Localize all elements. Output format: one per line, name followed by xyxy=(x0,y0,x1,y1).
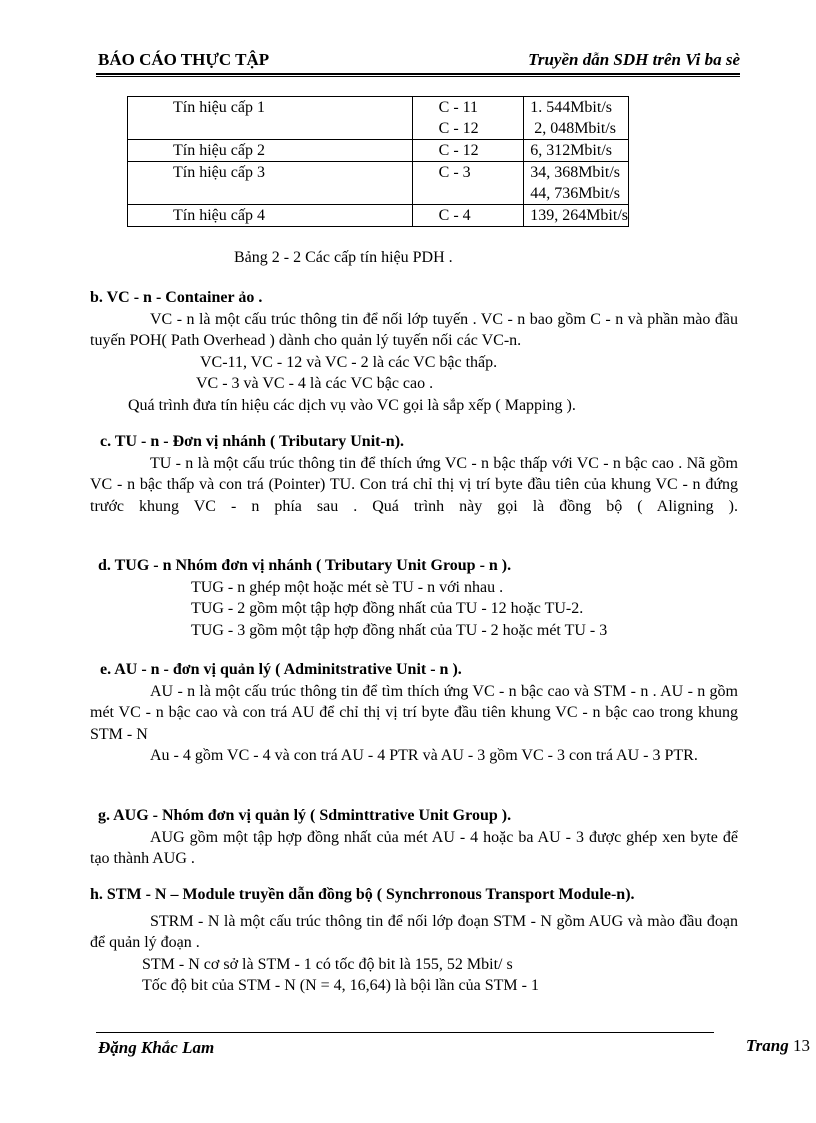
section-b xyxy=(90,287,738,416)
table-row xyxy=(128,162,629,205)
section-d-line-3: TUG - 3 gồm một tập hợp đồng nhất của TU - 2 hoặc mét TU - 3 xyxy=(191,621,608,639)
section-d-line-2: TUG - 2 gồm một tập hợp đồng nhất của TU - 12 hoặc TU-2. xyxy=(191,600,584,617)
table-caption: Bảng 2 - 2 Các cấp tín hiệu PDH . xyxy=(234,249,453,266)
level-cell: Tín hiệu cấp 4 xyxy=(128,205,413,227)
section-g xyxy=(90,805,738,870)
header-right-title: Truyền dẫn SDH trên Vi ba sè xyxy=(528,50,740,69)
section-h xyxy=(90,884,738,997)
section-h-line-2: Tốc độ bit của STM - N (N = 4, 16,64) là bội lần của STM - 1 xyxy=(142,977,539,994)
section-d-line-1: TUG - n ghép một hoặc mét sè TU - n với nhau . xyxy=(191,578,504,596)
section-c-paragraph: TU - n là một cấu trúc thông tin để thích ứng VC - n bậc thấp với VC - n bậc cao . Nã gồm VC - n bậc thấp và con trá (Pointer) TU. Con trá chỉ thị vị trí byte đầu tiên của khung VC - n đứng trước khung VC - n phía sau . Quá trình này gọi là đồng bộ ( Aligning ). xyxy=(90,454,738,515)
section-e-paragraph-1: AU - n là một cấu trúc thông tin để tìm thích ứng VC - n bậc cao và STM - n . AU - n gồm mét VC - n bậc cao và con trá AU để chỉ thị vị trí byte đầu tiên khung VC - n bậc cao trong khung STM - N xyxy=(90,682,738,743)
header-rule-thin xyxy=(96,76,740,77)
section-e xyxy=(90,659,738,767)
section-c xyxy=(90,431,738,517)
footer-page-number: 13 xyxy=(793,1036,810,1055)
section-c-title: c. TU - n - Đơn vị nhánh ( Tributary Unit-n). xyxy=(100,433,405,450)
footer-page-label: Trang xyxy=(745,1036,789,1055)
section-b-line-1: VC-11, VC - 12 và VC - 2 là các VC bậc thấp. xyxy=(200,353,498,371)
header-rule xyxy=(96,73,740,75)
footer-author: Đặng Khắc Lam xyxy=(98,1038,215,1057)
rate-cell: 1. 544Mbit/s 2, 048Mbit/s xyxy=(524,97,629,140)
container-cell: C - 3 xyxy=(412,162,524,205)
section-h-title: h. STM - N – Module truyền dẫn đồng bộ ( Synchrronous Transport Module-n). xyxy=(90,886,635,903)
section-g-paragraph: AUG gồm một tập hợp đồng nhất của mét AU - 4 hoặc ba AU - 3 được ghép xen byte để tạo thành AUG . xyxy=(90,828,738,867)
section-b-line-2: VC - 3 và VC - 4 là các VC bậc cao . xyxy=(196,375,434,392)
container-cell: C - 12 xyxy=(412,140,524,162)
section-d xyxy=(90,555,738,641)
section-g-title: g. AUG - Nhóm đơn vị quản lý ( Sdminttrative Unit Group ). xyxy=(98,807,512,824)
section-h-line-1: STM - N cơ sở là STM - 1 có tốc độ bit là 155, 52 Mbit/ s xyxy=(142,955,513,973)
section-b-line-3: Quá trình đưa tín hiệu các dịch vụ vào VC gọi là sắp xếp ( Mapping ). xyxy=(128,396,576,414)
rate-cell: 34, 368Mbit/s 44, 736Mbit/s xyxy=(524,162,629,205)
section-e-paragraph-2: Au - 4 gồm VC - 4 và con trá AU - 4 PTR và AU - 3 gồm VC - 3 con trá AU - 3 PTR. xyxy=(150,747,698,764)
section-b-paragraph: VC - n là một cấu trúc thông tin để nối lớp tuyến . VC - n bao gồm C - n và phần mào đầu tuyến POH( Path Overhead ) dành cho quản lý tuyến nối các VC-n. xyxy=(90,310,738,349)
level-cell: Tín hiệu cấp 1 xyxy=(128,97,413,140)
table-row xyxy=(128,140,629,162)
table-row xyxy=(128,205,629,227)
table-row xyxy=(128,97,629,140)
section-b-title: b. VC - n - Container ảo . xyxy=(90,289,263,306)
level-cell: Tín hiệu cấp 2 xyxy=(128,140,413,162)
footer-page xyxy=(746,1036,810,1056)
rate-cell: 6, 312Mbit/s xyxy=(524,140,629,162)
footer-rule xyxy=(96,1032,714,1033)
container-cell: C - 11 C - 12 xyxy=(412,97,524,140)
section-h-paragraph: STRM - N là một cấu trúc thông tin để nối lớp đoạn STM - N gồm AUG và mào đầu đoạn để quản lý đoạn . xyxy=(90,912,738,951)
section-d-title: d. TUG - n Nhóm đơn vị nhánh ( Tributary Unit Group - n ). xyxy=(98,557,512,574)
container-cell: C - 4 xyxy=(412,205,524,227)
header-left-title: BÁO CÁO THỰC TẬP xyxy=(98,50,270,69)
section-e-title: e. AU - n - đơn vị quản lý ( Adminitstrative Unit - n ). xyxy=(100,661,462,678)
pdh-levels-table xyxy=(127,96,629,227)
level-cell: Tín hiệu cấp 3 xyxy=(128,162,413,205)
rate-cell: 139, 264Mbit/s xyxy=(524,205,629,227)
